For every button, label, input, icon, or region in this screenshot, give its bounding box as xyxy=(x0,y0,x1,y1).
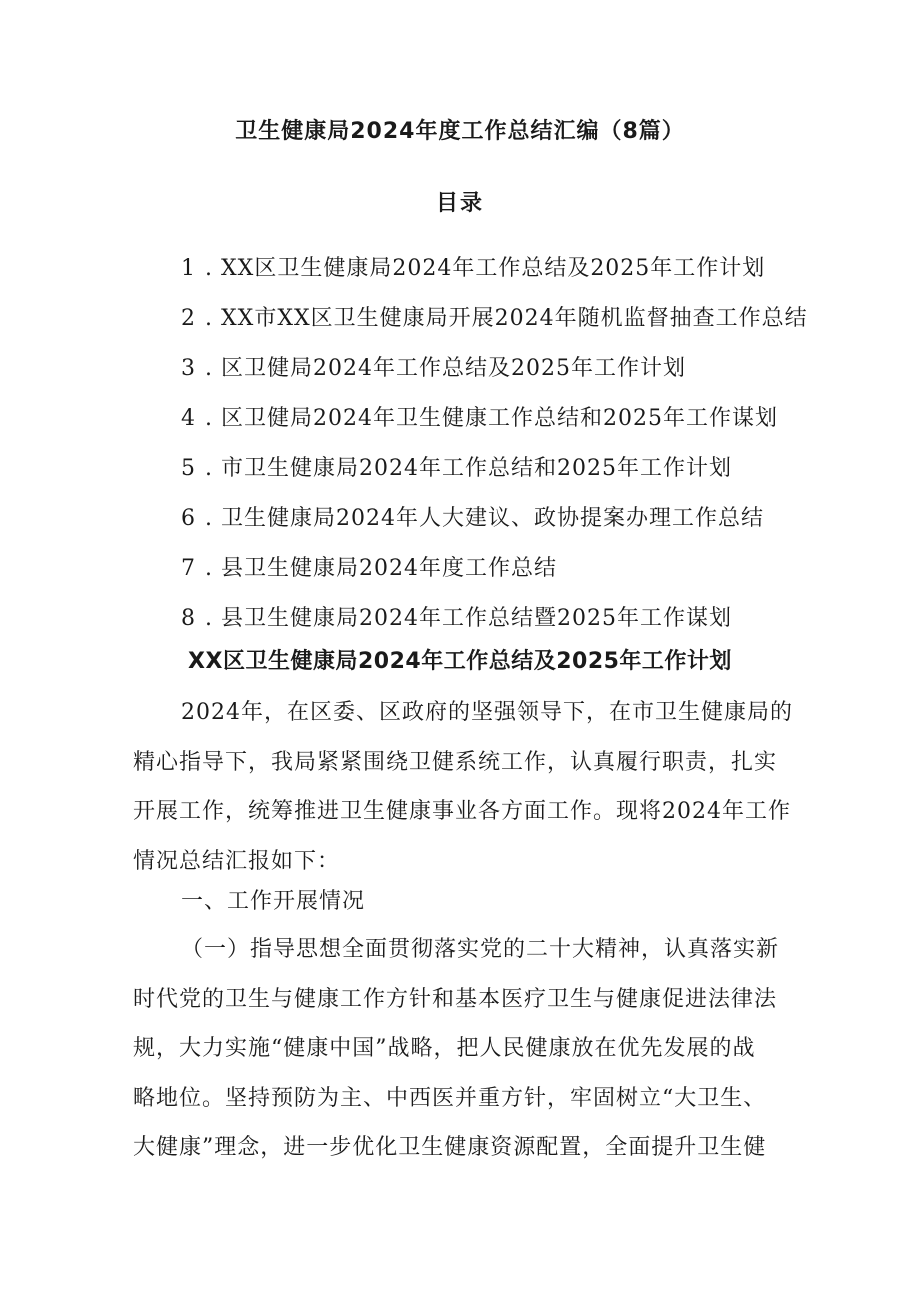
intro-paragraph xyxy=(133,688,797,886)
toc-item-text: 区卫健局2024年卫生健康工作总结和2025年工作谋划 xyxy=(221,406,778,431)
document-title: 卫生健康局2024年度工作总结汇编（8篇） xyxy=(235,119,685,144)
toc-item[interactable]: 3 . 区卫健局2024年工作总结及2025年工作计划 xyxy=(181,352,881,402)
toc-item-number: 2 xyxy=(181,306,196,331)
paragraph-line: 2024年，在区委、区政府的坚强领导下，在市卫生健康局的 xyxy=(181,700,793,725)
section-title: XX区卫生健康局2024年工作总结及2025年工作计划 xyxy=(188,649,732,674)
toc-item[interactable]: 6 . 卫生健康局2024年人大建议、政协提案办理工作总结 xyxy=(181,502,881,552)
toc-item-text: XX区卫生健康局2024年工作总结及2025年工作计划 xyxy=(221,256,766,281)
paragraph-line: 精心指导下，我局紧紧围绕卫健系统工作，认真履行职责，扎实 xyxy=(133,749,778,775)
toc-item-number: 1 xyxy=(181,256,196,281)
toc-item[interactable]: 8 . 县卫生健康局2024年工作总结暨2025年工作谋划 xyxy=(181,602,881,652)
paragraph-line: 规，大力实施“健康中国”战略，把人民健康放在优先发展的战 xyxy=(133,1036,756,1061)
toc-item-number: 5 xyxy=(181,456,196,481)
toc-item-text: 卫生健康局2024年人大建议、政协提案办理工作总结 xyxy=(221,506,764,531)
toc-item-number: 3 xyxy=(181,356,196,381)
paragraph-line: 时代党的卫生与健康工作方针和基本医疗卫生与健康促进法律法 xyxy=(133,986,778,1012)
subheading-work-status xyxy=(133,877,797,927)
toc-item-text: 县卫生健康局2024年工作总结暨2025年工作谋划 xyxy=(221,606,732,631)
paragraph-line: 大健康”理念，进一步优化卫生健康资源配置，全面提升卫生健 xyxy=(133,1135,767,1160)
toc-item[interactable]: 4 . 区卫健局2024年卫生健康工作总结和2025年工作谋划 xyxy=(181,402,881,452)
toc-item[interactable]: 1 . XX区卫生健康局2024年工作总结及2025年工作计划 xyxy=(181,252,881,302)
table-of-contents xyxy=(181,252,881,652)
guiding-ideology-paragraph xyxy=(133,925,797,1173)
toc-item-number: 6 xyxy=(181,506,196,531)
toc-item[interactable]: 7 . 县卫生健康局2024年度工作总结 xyxy=(181,552,881,602)
toc-item-text: 市卫生健康局2024年工作总结和2025年工作计划 xyxy=(221,456,732,481)
toc-item-number: 4 xyxy=(181,406,196,431)
paragraph-line: （一）指导思想全面贯彻落实党的二十大精神，认真落实新 xyxy=(181,937,780,962)
toc-item[interactable]: 5 . 市卫生健康局2024年工作总结和2025年工作计划 xyxy=(181,452,881,502)
toc-item-number: 8 xyxy=(181,606,196,631)
toc-item-number: 7 xyxy=(181,556,196,581)
toc-item-text: 县卫生健康局2024年度工作总结 xyxy=(221,556,557,581)
toc-item[interactable]: 2 . XX市XX区卫生健康局开展2024年随机监督抽查工作总结 xyxy=(181,302,881,352)
subheading-text: 一、工作开展情况 xyxy=(181,889,366,914)
paragraph-line: 情况总结汇报如下： xyxy=(133,848,341,874)
toc-heading: 目录 xyxy=(435,191,484,216)
paragraph-line: 开展工作，统筹推进卫生健康事业各方面工作。现将2024年工作 xyxy=(133,799,791,824)
toc-item-text: 区卫健局2024年工作总结及2025年工作计划 xyxy=(221,356,686,381)
toc-item-text: XX市XX区卫生健康局开展2024年随机监督抽查工作总结 xyxy=(221,306,808,331)
paragraph-line: 略地位。坚持预防为主、中西医并重方针，牢固树立“大卫生、 xyxy=(133,1085,767,1111)
